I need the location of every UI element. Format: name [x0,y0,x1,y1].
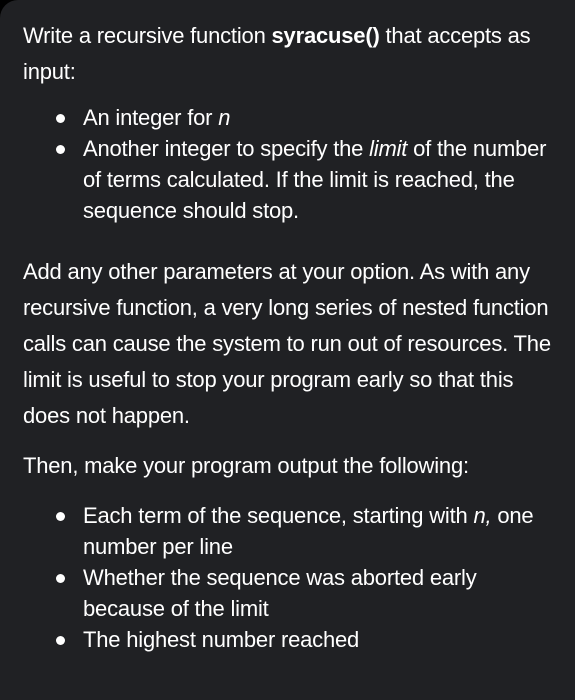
list-item-highest: The highest number reached [83,624,553,655]
list-item-text: Another integer to specify the [83,136,370,161]
limit-emphasis: limit [369,136,408,161]
list-item-text: of the number of terms calculated. If the limit is reached, the sequence should stop. [83,136,547,223]
intro-part2: that accepts as input: [23,23,531,84]
output-list [23,500,553,655]
list-item-each-term [83,500,553,562]
list-item-text: one number per line [83,503,534,559]
function-name: syracuse() [271,23,380,48]
output-intro-paragraph: Then, make your program output the following: [23,453,469,478]
list-item-text: Each term of the sequence, starting with [83,503,474,528]
intro-part1: Write a recursive function [23,23,272,48]
variable-n: n, [473,503,492,528]
list-item-text: An integer for [83,105,219,130]
parameters-paragraph: Add any other parameters at your option. As with any recursive function, a very long series of nested function calls can cause the system to run out of resources. The limit is useful to stop your program early so that this does not happen. [23,259,551,428]
input-list [23,102,553,226]
list-item-integer-n [83,102,553,133]
list-item-limit [83,133,553,226]
intro-text [23,18,553,90]
list-item-aborted: Whether the sequence was aborted early because of the limit [83,562,553,624]
variable-n: n [218,105,231,130]
